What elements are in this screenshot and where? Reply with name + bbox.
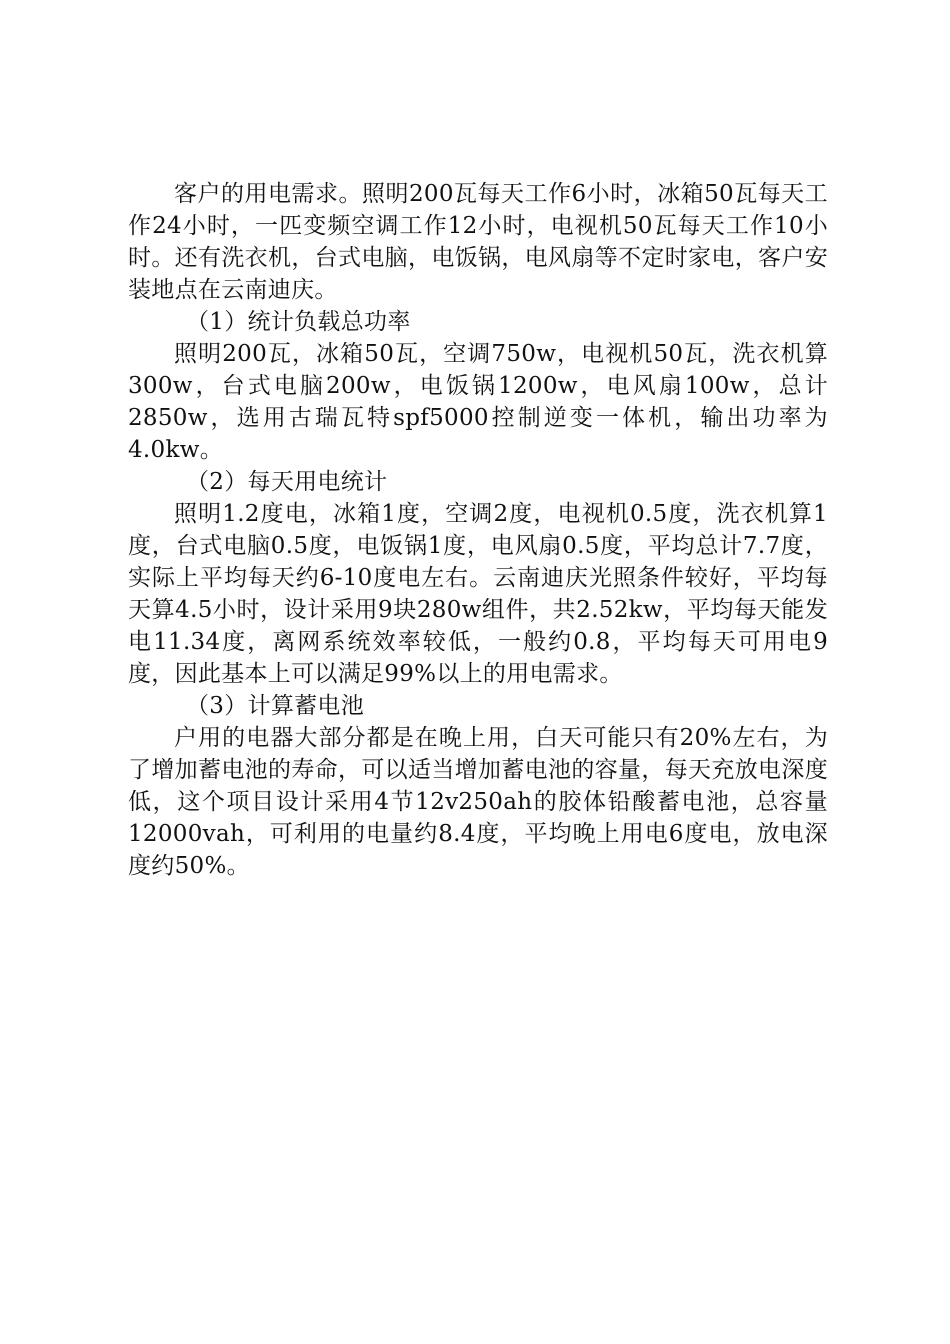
paragraph-load-requirements: 客户的用电需求。照明200瓦每天工作6小时，冰箱50瓦每天工作24小时，一匹变频空调工作12小时，电视机50瓦每天工作10小时。还有洗衣机，台式电脑，电饭锅，电风扇等不定时家电，客户安装地点在云南迪庆。 (128, 181, 828, 303)
document-body (128, 178, 828, 882)
section-heading-total-power: （1）统计负载总功率 (186, 309, 411, 335)
paragraph-total-power: 照明200瓦，冰箱50瓦，空调750w，电视机50瓦，洗衣机算300w，台式电脑200w，电饭锅1200w，电风扇100w，总计2850w，选用古瑞瓦特spf5000控制逆变一体机，输出功率为4.0kw。 (128, 341, 828, 463)
paragraph-battery: 户用的电器大部分都是在晚上用，白天可能只有20%左右，为了增加蓄电池的寿命，可以适当增加蓄电池的容量，每天充放电深度低，这个项目设计采用4节12v250ah的胶体铅酸蓄电池，总容量12000vah，可利用的电量约8.4度，平均晚上用电6度电，放电深度约50%。 (128, 725, 828, 879)
section-heading-battery: （3）计算蓄电池 (186, 693, 365, 719)
paragraph-daily-usage: 照明1.2度电，冰箱1度，空调2度，电视机0.5度，洗衣机算1度，台式电脑0.5度，电饭锅1度，电风扇0.5度，平均总计7.7度，实际上平均每天约6-10度电左右。云南迪庆光照条件较好，平均每天算4.5小时，设计采用9块280w组件，共2.52kw，平均每天能发电11.34度，离网系统效率较低，一般约0.8，平均每天可用电9度，因此基本上可以满足99%以上的用电需求。 (128, 501, 828, 687)
section-heading-daily-usage: （2）每天用电统计 (186, 469, 388, 495)
